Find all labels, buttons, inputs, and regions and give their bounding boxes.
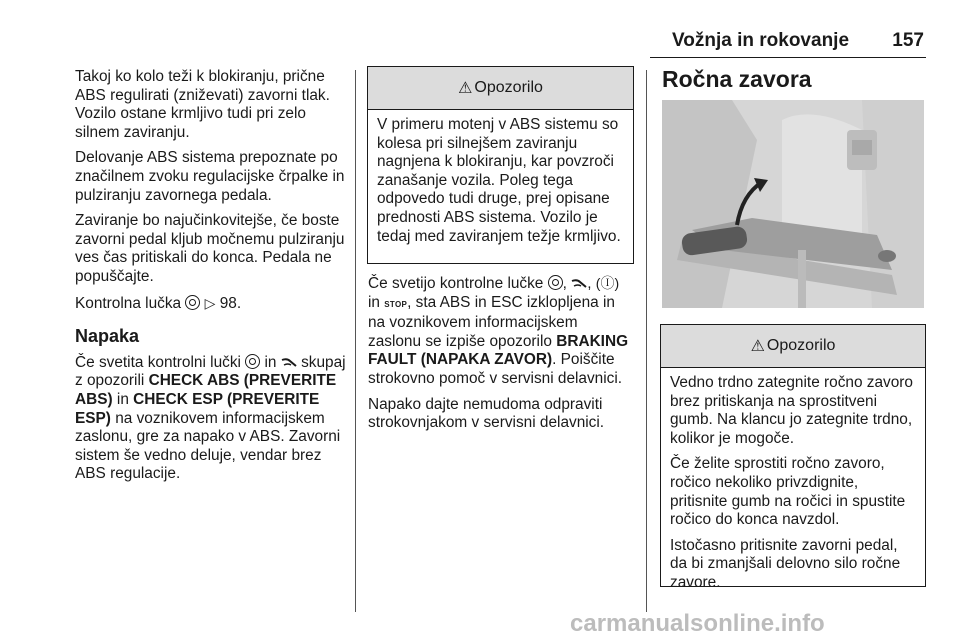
warning-box-2-paragraph-1: Vedno trdno zategnite ročno zavoro brez pritiskanja na sprostitveni gumb. Na klancu jo zategnite trdno, kolikor je mogoče. [670, 374, 913, 447]
col2-p1-c: , sta ABS in ESC izklopljena in na voznikovem informacijskem zaslonu se izpiše opozorilo [368, 293, 615, 350]
col1-p5-bold2: CHECK ESP (PREVERITE ESP) [75, 390, 320, 427]
page-header [650, 30, 926, 54]
col1-paragraph-1: Takoj ko kolo teži k blokiranju, prične ABS regulirati (zniževati) zavorni tlak. Vozilo ostane krmljivo tudi pri zelo silnem zaviranju. [75, 68, 330, 141]
col2-paragraph-2: Napako dajte nemudoma odpraviti strokovnjakom v servisni delavnici. [368, 395, 605, 432]
handbrake-photo [662, 100, 924, 308]
page-header-title: Vožnja in rokovanje [672, 30, 850, 51]
col1-p5-e: na voznikovem informacijskem zaslonu, gre za napako v ABS. Zavorni sistem še vedno deluje, vendar brez ABS regulacije. [75, 409, 341, 483]
warning-box-1 [367, 66, 634, 264]
section-title-napaka: Napaka [75, 326, 140, 347]
warning-box-1-text: V primeru motenj v ABS sistemu so kolesa pri silnejšem zaviranju nagnjena k blokiranju, kar povzroči zanašanje vozila. Poleg tega odpovedo tudi druge, prej opisane prednosti ABS sistema. Vozilo je tedaj med zaviranjem težje krmljivo. [377, 116, 621, 245]
abs-lamp-icon [548, 275, 563, 290]
brake-lamp-icon: (Ⓘ) [595, 275, 620, 291]
warning-box-2-paragraph-2: Če želite sprostiti ročno zavoro, ročico nekoliko privzdignite, pritisnite gumb na ročici in spustite ročico do konca navzdol. [670, 455, 906, 529]
col1-p5-d: in [116, 390, 129, 408]
warning-box-2-body [661, 368, 925, 593]
page-reference-icon: ▷ [204, 294, 216, 311]
warning-box-2-paragraph-3: Istočasno pritisnite zavorni pedal, da bi zmanjšali delovno silo ročne zavore. [670, 536, 901, 591]
stop-icon: STOP [384, 299, 408, 309]
column-1 [75, 68, 347, 491]
col2-p1-b: in [368, 293, 380, 311]
column-divider-1 [355, 70, 356, 612]
warning-box-1-title: Opozorilo [474, 79, 543, 96]
handbrake-illustration [662, 100, 924, 308]
col1-p4-ref[interactable]: 98. [219, 294, 242, 312]
abs-lamp-icon [185, 295, 200, 310]
warning-triangle-icon: ⚠ [750, 338, 765, 355]
col2-p1-a: Če svetijo kontrolne lučke [368, 275, 544, 292]
col1-p5-a: Če svetita kontrolni lučki [75, 353, 241, 371]
col2-p1-d: . Poiščite strokovno pomoč v servisni delavnici. [368, 351, 623, 387]
column-2 [368, 274, 634, 440]
col1-p5-c: skupaj z opozorili [75, 353, 346, 390]
col1-paragraph-4 [75, 294, 347, 314]
warning-box-1-body [368, 110, 633, 246]
warning-box-2 [660, 324, 926, 591]
warning-box-2-header [661, 325, 925, 368]
col1-paragraph-3: Zaviranje bo najučinkovitejše, če boste zavorni pedal kljub močnemu pulziranju ves čas pritiskali do konca. Pedala ne popuščajte. [75, 212, 345, 285]
col1-paragraph-5 [75, 354, 347, 484]
col1-p5-b: in [264, 353, 277, 371]
abs-lamp-icon [245, 354, 260, 369]
esp-skid-icon [571, 278, 587, 289]
header-rule [650, 57, 926, 58]
col1-paragraph-2: Delovanje ABS sistema prepoznate po značilnem zvoku regulacijske črpalke in pulziranju zavornega pedala. [75, 149, 345, 204]
col1-p5-bold1: CHECK ABS (PREVERITE ABS) [75, 372, 337, 408]
section-title-rocna-zavora: Ročna zavora [662, 66, 812, 92]
warning-triangle-icon: ⚠ [458, 80, 473, 97]
esp-skid-icon [281, 357, 297, 368]
column-divider-2 [646, 70, 647, 612]
watermark: carmanualsonline.info [570, 610, 825, 637]
warning-box-1-header [368, 67, 633, 110]
col2-p1-bold: BRAKING FAULT (NAPAKA ZAVOR) [368, 332, 629, 369]
warning-box-2-title: Opozorilo [766, 337, 836, 354]
col2-paragraph-1: Če svetijo kontrolne lučke , , (Ⓘ) in STOP, sta ABS in ESC izklopljena in na voznikovem informacijskem zaslonu se izpiše opozorilo BRAKING FAULT (NAPAKA ZAVOR). Poiščite strokovno pomoč v servisni delavnici. [368, 275, 629, 387]
page-number: 157 [892, 30, 924, 51]
col1-p4-text: Kontrolna lučka [75, 294, 182, 312]
